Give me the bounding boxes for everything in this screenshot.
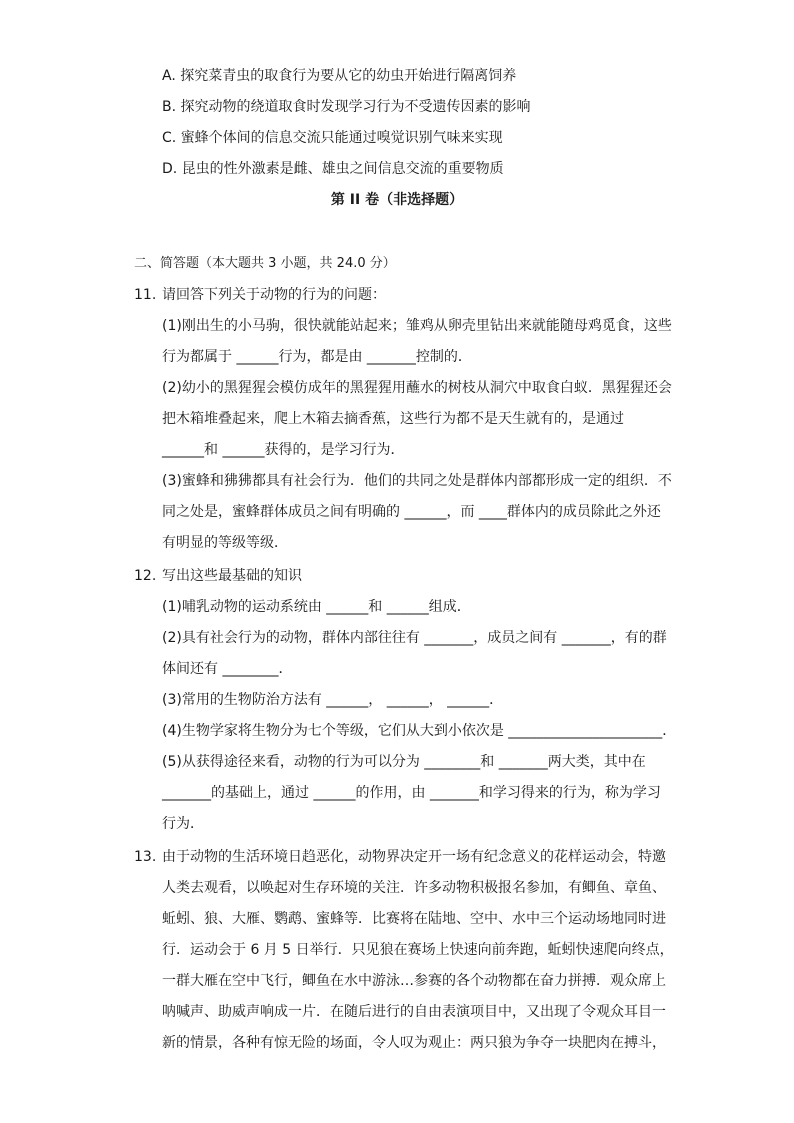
question-number: 11. bbox=[134, 287, 157, 303]
question-13-line: 人类去观看，以唤起对生存环境的关注．许多动物积极报名参加，有鲫鱼、章鱼、 bbox=[162, 880, 666, 896]
question-12-line: _______的基础上，通过 ______的作用，由 _______和学习得来的行为，称为学习 bbox=[162, 785, 661, 801]
option-label: D. bbox=[162, 161, 178, 177]
part-title: 第 II 卷（非选择题） bbox=[330, 192, 464, 208]
question-11-line: 把木箱堆叠起来，爬上木箱去摘香蕉，这些行为都不是天生就有的，是通过 bbox=[162, 411, 624, 427]
question-12-line: 行为． bbox=[162, 816, 204, 832]
option-d bbox=[162, 159, 504, 179]
option-c bbox=[162, 128, 503, 148]
option-label: C. bbox=[162, 130, 177, 146]
section-heading: 二、简答题（本大题共 3 小题，共 24.0 分） bbox=[134, 256, 396, 271]
question-11-line: (3)蜜蜂和狒狒都具有社会行为．他们的共同之处是群体内部都形成一定的组织．不 bbox=[162, 473, 672, 489]
option-a bbox=[162, 66, 516, 86]
question-11-line: 请回答下列关于动物的行为的问题： bbox=[162, 287, 386, 303]
question-11-line: 同之处是，蜜蜂群体成员之间有明确的 ______，而 ____群体内的成员除此之外还 bbox=[162, 504, 661, 520]
option-text: 探究菜青虫的取食行为要从它的幼虫开始进行隔离饲养 bbox=[180, 68, 517, 84]
option-label: A. bbox=[162, 68, 176, 84]
question-12-line: (2)具有社会行为的动物，群体内部往往有 _______，成员之间有 _______，有的群 bbox=[162, 630, 667, 646]
question-11-line: 行为都属于 ______行为，都是由 _______控制的． bbox=[162, 349, 472, 365]
question-11-line: (1)刚出生的小马驹，很快就能站起来；雏鸡从卵壳里钻出来就能随母鸡觅食，这些 bbox=[162, 318, 672, 334]
question-12-line: (3)常用的生物防治方法有 ______， ______， ______． bbox=[162, 692, 504, 708]
option-b bbox=[162, 97, 531, 117]
option-text: 探究动物的绕道取食时发现学习行为不受遗传因素的影响 bbox=[180, 99, 531, 115]
question-12-line: 体间还有 ________． bbox=[162, 661, 293, 677]
option-text: 蜜蜂个体间的信息交流只能通过嗅觉识别气味来实现 bbox=[180, 130, 503, 146]
question-13-line: 新的情景，各种有惊无险的场面，令人叹为观止：两只狼为争夺一块肥肉在搏斗， bbox=[162, 1035, 666, 1051]
question-number: 13. bbox=[134, 849, 157, 865]
question-13-line: 呐喊声、助威声响成一片．在随后进行的自由表演项目中，又出现了令观众耳目一 bbox=[162, 1004, 666, 1020]
question-11-line: ______和 ______获得的，是学习行为． bbox=[162, 442, 405, 458]
question-13-line: 行．运动会于 6 月 5 日举行．只见狼在赛场上快速向前奔跑，蚯蚓快速爬向终点， bbox=[162, 942, 674, 958]
question-12-line: (4)生物学家将生物分为七个等级，它们从大到小依次是 ______________________． bbox=[162, 723, 677, 739]
question-11-line: 有明显的等级等级． bbox=[162, 535, 288, 551]
question-12-line: (1)哺乳动物的运动系统由 ______和 ______组成． bbox=[162, 599, 471, 615]
option-label: B. bbox=[162, 99, 177, 115]
question-13-line: 一群大雁在空中飞行，鲫鱼在水中游泳…参赛的各个动物都在奋力拼搏．观众席上 bbox=[162, 973, 666, 989]
question-13-line: 由于动物的生活环境日趋恶化，动物界决定开一场有纪念意义的花样运动会，特邀 bbox=[162, 849, 666, 865]
question-11-line: (2)幼小的黑猩猩会模仿成年的黑猩猩用蘸水的树枝从洞穴中取食白蚁．黑猩猩还会 bbox=[162, 380, 672, 396]
option-text: 昆虫的性外激素是雌、雄虫之间信息交流的重要物质 bbox=[181, 161, 504, 177]
question-13-line: 蚯蚓、狼、大雁、鹦鹉、蜜蜂等．比赛将在陆地、空中、水中三个运动场地同时进 bbox=[162, 911, 666, 927]
question-12-line: (5)从获得途径来看，动物的行为可以分为 ________和 _______两大类，其中在 bbox=[162, 754, 646, 770]
question-12-line: 写出这些最基础的知识 bbox=[162, 568, 302, 584]
question-number: 12. bbox=[134, 568, 157, 584]
